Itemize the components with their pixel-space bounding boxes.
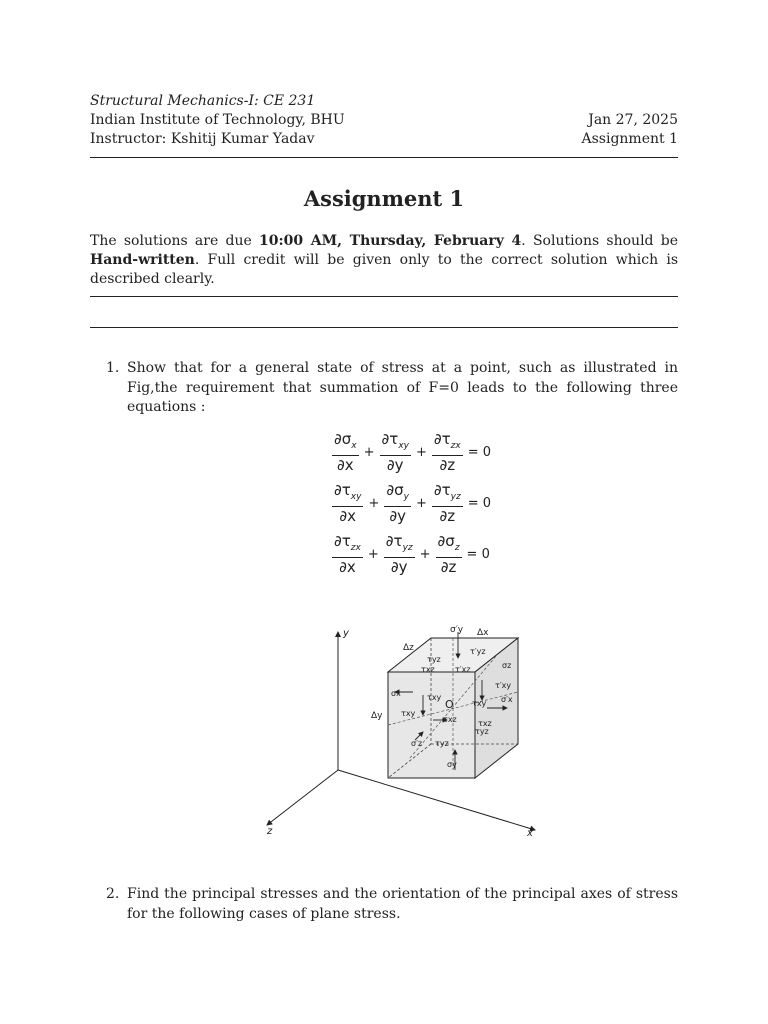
z-axis	[267, 770, 338, 825]
question-1	[90, 359, 678, 418]
label-sigma-y-prime: σ′y	[450, 625, 464, 635]
intro-text-1: The solutions are due	[90, 233, 259, 249]
equilibrium-equations	[330, 430, 500, 580]
handwritten-label: Hand-written	[90, 252, 195, 268]
header-right	[582, 111, 679, 149]
label-delta-x: Δx	[477, 628, 489, 638]
equation-x: $\frac{\partial\sigma_x}{\partial x}$ + $\frac{\partial\tau_{xy}}{\partial y}$ + $\frac{\partial\tau_{zx}}{\partial z}$ = 0	[334, 430, 492, 474]
question-text: Show that for a general state of stress at a point, such as illustrated in Fig,the requirement that summation of F=0 leads to the following three equations :	[127, 360, 678, 415]
equation-z: $\frac{\partial\tau_{zx}}{\partial x}$ + $\frac{\partial\tau_{yz}}{\partial y}$ + $\frac{\partial\sigma_z}{\partial z}$ = 0	[334, 532, 490, 576]
fraction: $\frac{\partial\tau_{xy}}{\partial x}$	[334, 481, 362, 525]
label-tau-yz-prime: τ′yz	[470, 647, 486, 656]
divider-2	[90, 327, 678, 328]
divider-1	[90, 296, 678, 297]
label-delta-y: Δy	[371, 711, 383, 721]
label-tau-xy-prime: τ′xy	[495, 681, 512, 690]
label-sigma-x-prime: σ′x	[501, 695, 513, 704]
label-sigma-x: σx	[391, 689, 401, 698]
label-tau-xy: τxy	[427, 693, 442, 702]
intro-text-3: . Full credit will be given only to the correct solution which is described clearly.	[90, 252, 678, 287]
question-text: Find the principal stresses and the orientation of the principal axes of stress for the following cases of plane stress.	[127, 886, 678, 922]
question-2	[90, 885, 678, 924]
equation-y: $\frac{\partial\tau_{xy}}{\partial x}$ + $\frac{\partial\sigma_y}{\partial y}$ + $\frac{\partial\tau_{yz}}{\partial z}$ = 0	[334, 481, 492, 525]
label-delta-z: Δz	[403, 643, 414, 653]
stress-element-figure	[255, 620, 555, 840]
label-sigma-y: σy	[447, 760, 457, 769]
axis-y-label: y	[343, 628, 349, 639]
header-rule	[90, 157, 678, 158]
label-tau-xy-front: τxy	[401, 709, 416, 718]
date: Jan 27, 2025	[588, 112, 678, 128]
fraction: $\frac{\partial\tau_{yz}}{\partial y}$	[385, 532, 413, 576]
label-sigma-z: σz	[502, 661, 512, 670]
instructor-name: Instructor: Kshitij Kumar Yadav	[90, 131, 315, 147]
axis-x-label: x	[527, 828, 533, 839]
institute-name: Indian Institute of Technology, BHU	[90, 112, 345, 128]
fraction: $\frac{\partial\sigma_z}{\partial z}$	[437, 532, 460, 576]
label-tau-yz: τyz	[427, 655, 441, 664]
fraction: $\frac{\partial\tau_{yz}}{\partial z}$	[433, 481, 461, 525]
label-tau-xz-center: τxz	[443, 715, 457, 724]
label-tau-xz: τxz	[421, 665, 435, 674]
assignment-label: Assignment 1	[581, 131, 678, 147]
axis-z-label: z	[267, 826, 273, 837]
cube-front-face	[388, 672, 475, 778]
intro-text-2: . Solutions should be	[521, 233, 678, 249]
due-time: 10:00 AM, Thursday, February 4	[258, 233, 522, 249]
label-tau-xz-right: τxz	[478, 719, 492, 728]
x-axis	[338, 770, 535, 830]
label-tau-yz-right: τyz	[475, 727, 489, 736]
label-origin: O	[445, 698, 454, 711]
label-tau-yz-bottom: τyz	[435, 739, 449, 748]
page-title: Assignment 1	[303, 186, 465, 211]
course-name: Structural Mechanics-I: CE 231	[90, 93, 316, 109]
label-tau-xz-prime: τ′xz	[455, 665, 471, 674]
question-number: 1.	[106, 360, 120, 376]
fraction: $\frac{\partial\sigma_y}{\partial y}$	[386, 481, 409, 525]
header-left	[90, 92, 345, 149]
fraction: $\frac{\partial\sigma_x}{\partial x}$	[334, 430, 357, 474]
fraction: $\frac{\partial\tau_{zx}}{\partial x}$	[334, 532, 361, 576]
intro-paragraph	[90, 232, 678, 289]
question-number: 2.	[106, 886, 120, 902]
fraction: $\frac{\partial\tau_{xy}}{\partial y}$	[381, 430, 409, 474]
fraction: $\frac{\partial\tau_{zx}}{\partial z}$	[433, 430, 461, 474]
label-sigma-z-prime: σ′z	[411, 739, 423, 748]
label-tau-xy-right: τxy	[472, 699, 487, 708]
